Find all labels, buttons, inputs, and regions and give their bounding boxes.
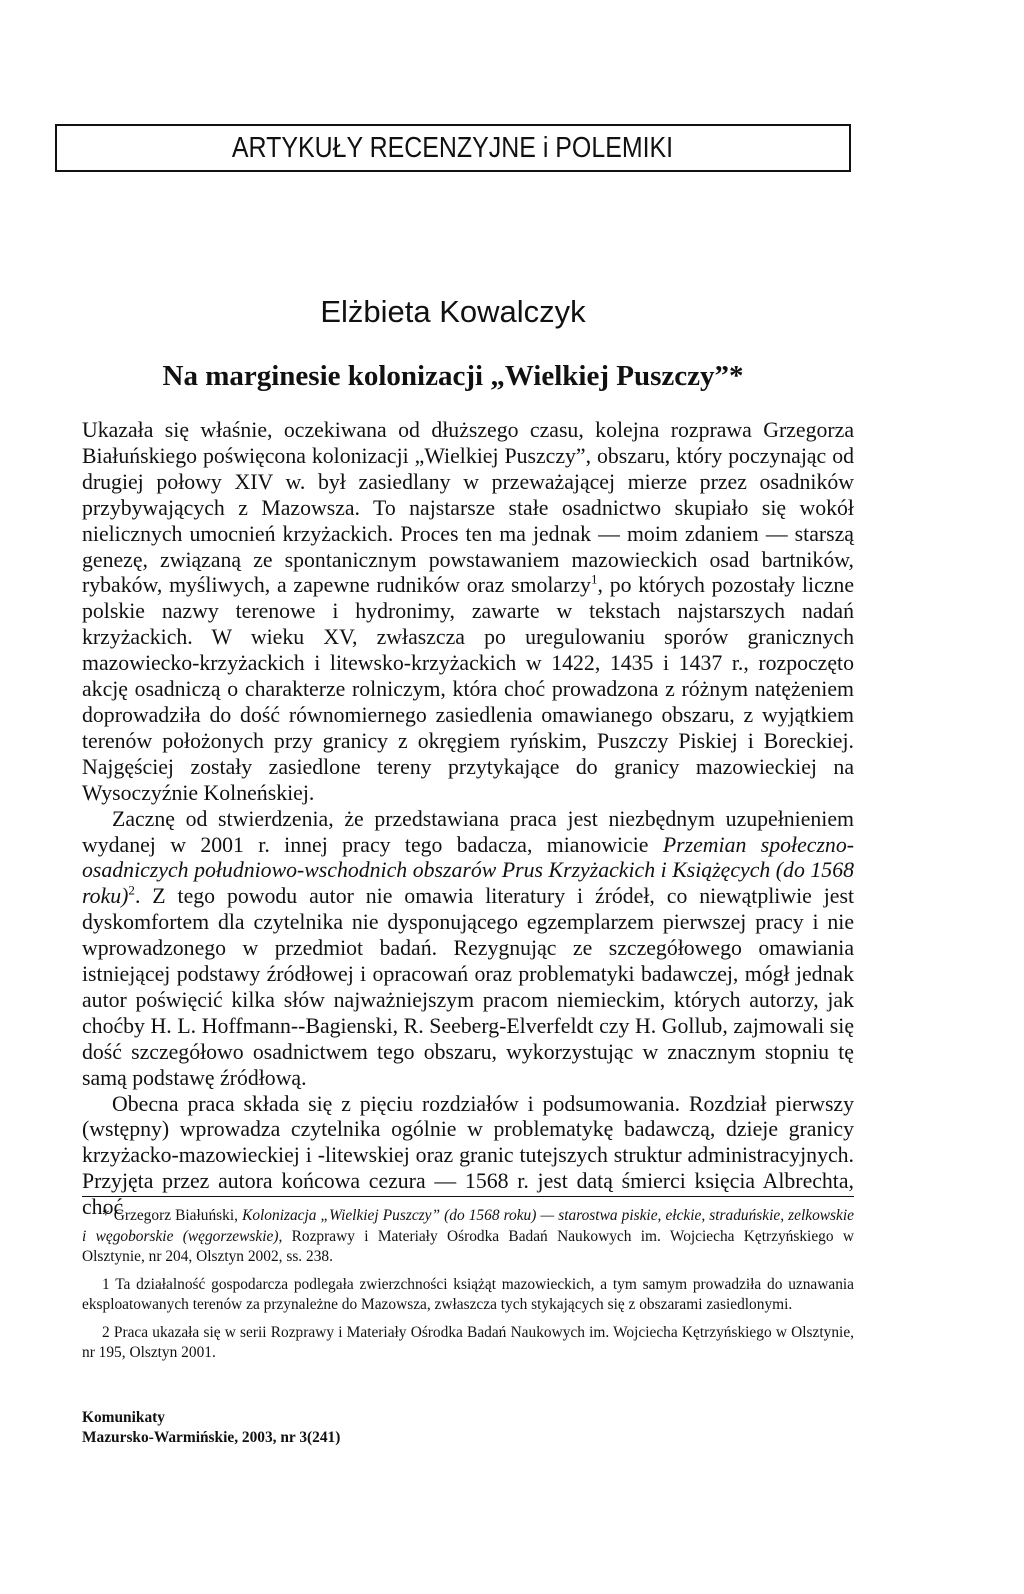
footnote-star	[82, 1206, 854, 1268]
footnotes	[82, 1206, 854, 1371]
journal-issue: Mazursko-Warmińskie, 2003, nr 3(241)	[82, 1429, 341, 1446]
paragraph-1-text: Ukazała się właśnie, oczekiwana od dłuższego czasu, kolejna rozprawa Grzegorza Białuńskiego poświęcona kolonizacji „Wielkiej Puszczy”, obszaru, który poczynając od drugiej połowy XIV w. był zasiedlany w przeważającej mierze przez osadników przybywających z Mazowsza. To najstarsze stałe osadnictwo skupiało się wokół nielicznych umocnień krzyżackich. Proces ten ma jednak — moim zdaniem — starszą genezę, związaną ze spontanicznym powstawaniem mazowieckich osad bartników, rybaków, myśliwych, a zapewne rudników oraz smolarzy	[82, 418, 854, 598]
footnote-ref-1: 1	[590, 572, 598, 588]
paragraph-2-continued: . Z tego powodu autor nie omawia literatury i źródeł, co niewątpliwie jest dyskomfortem dla czytelnika nie dysponującego egzemplarzem pierwszej pracy i nie wprowadzonego w przedmiot badań. Rezygnując ze szczegółowego omawiania istniejącej podstawy źródłowej i opracowań oraz problematyki badawczej, mógł jednak autor poświęcić kilka słów najważniejszym pracom niemieckim, których autorzy, jak choćby H. L. Hoffmann--Bagienski, R. Seeberg-Elverfeldt czy H. Gollub, zajmowali się dość szczegółowo osadnictwem tego obszaru, wykorzystując w znacznym stopniu tę samą podstawę źródłową.	[82, 884, 854, 1090]
paragraph-1	[82, 418, 854, 807]
paragraph-1-continued: , po których pozostały liczne polskie nazwy terenowe i hydronimy, zawarte w tekstach najstarszych nadań krzyżackich. W wieku XV, zwłaszcza po uregulowaniu sporów granicznych mazowiecko-krzyżackich i litewsko-krzyżackich w 1422, 1435 i 1437 r., rozpoczęto akcję osadniczą o charakterze rolniczym, która choć prowadzona z różnym natężeniem doprowadziła do dość równomiernego zasiedlenia omawianego obszaru, z wyjątkiem terenów położonych przy granicy z okręgiem ryńskim, Puszczy Piskiej i Boreckiej. Najgęściej zostały zasiedlone tereny przytykające do granicy mazowieckiej na Wysoczyźnie Kolneńskiej.	[82, 573, 854, 805]
paragraph-3: Obecna praca składa się z pięciu rozdziałów i podsumowania. Rozdział pierwszy (wstępny) wprowadza czytelnika ogólnie w problematykę badawczą, dzieje granicy krzyżacko-mazowieckiej i -litewskiej oraz granic tutejszych struktur administracyjnych. Przyjęta przez autora końcowa cezura — 1568 r. jest datą śmierci księcia Albrechta, choć	[82, 1091, 854, 1220]
footnote-ref-2: 2	[128, 883, 135, 899]
footnote-star-text: * Grzegorz Białuński,	[102, 1207, 243, 1224]
cited-work-title: Przemian społeczno-osadniczych południowo-wschodnich obszarów Prus Krzyżackich i Książęcych (do 1568 roku)	[82, 832, 854, 909]
footnote-divider	[82, 1196, 854, 1197]
footnote-1: 1 Ta działalność gospodarcza podlegała zwierzchności książąt mazowieckich, a tym samym prowadziła do uznawania eksploatowanych terenów za przynależne do Mazowsza, zwłaszcza tych stykających się z obszarami zasiedlonymi.	[82, 1275, 854, 1313]
article-body	[82, 418, 854, 1221]
paragraph-2	[82, 807, 854, 1092]
article-title: Na marginesie kolonizacji „Wielkiej Puszczy”*	[162, 360, 744, 392]
journal-citation	[82, 1408, 340, 1448]
section-heading: ARTYKUŁY RECENZYJNE i POLEMIKI	[232, 131, 674, 164]
paragraph-2-text: Zacznę od stwierdzenia, że przedstawiana praca jest niezbędnym uzupełnieniem wydanej w 2001 r. innej pracy tego badacza, mianowicie	[82, 806, 854, 857]
section-heading-box	[55, 124, 851, 172]
footnote-star-continued: Rozprawy i Materiały Ośrodka Badań Naukowych im. Wojciecha Kętrzyńskiego w Olsztynie, nr 204, Olsztyn 2002, ss. 238.	[82, 1227, 854, 1265]
footnote-star-title: Kolonizacja „Wielkiej Puszczy” (do 1568 roku) — starostwa piskie, ełckie, straduńskie, zelkowskie i węgoborskie (węgorzewskie),	[82, 1207, 854, 1245]
article-author: Elżbieta Kowalczyk	[320, 294, 586, 329]
footnote-2: 2 Praca ukazała się w serii Rozprawy i Materiały Ośrodka Badań Naukowych im. Wojciecha Kętrzyńskiego w Olsztynie, nr 195, Olsztyn 2001.	[82, 1323, 854, 1361]
journal-name: Komunikaty	[82, 1409, 165, 1426]
